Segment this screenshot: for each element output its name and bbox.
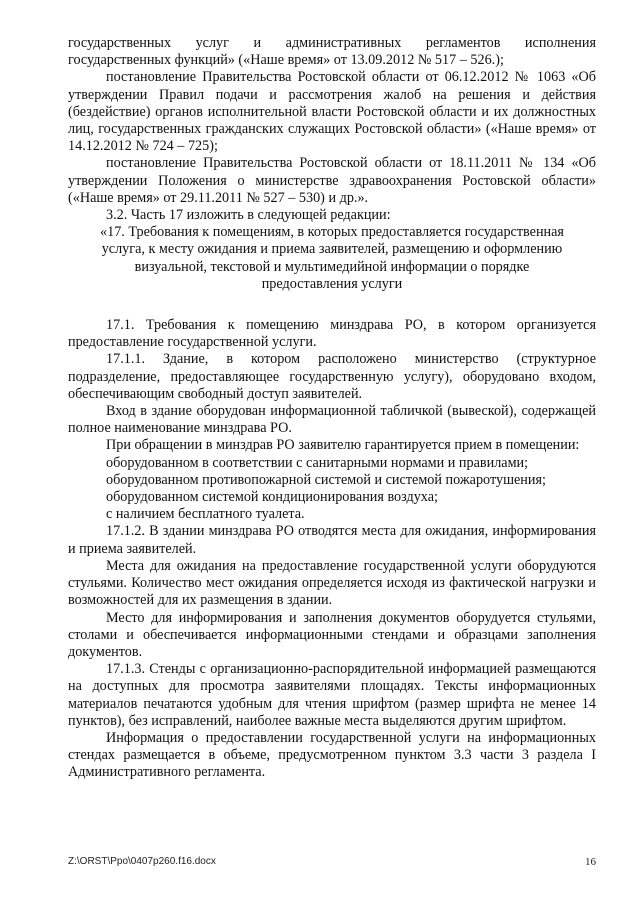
body-paragraph: Информация о предоставлении государственной услуги на информационных стендах размещается в объеме, предусмотренном пунктом 3.3 части 3 раздела I Административного регламента. bbox=[68, 729, 596, 781]
list-item: с наличием бесплатного туалета. bbox=[106, 506, 305, 523]
list-item: оборудованном противопожарной системой и системой пожаротушения; bbox=[106, 471, 546, 488]
body-paragraph: Вход в здание оборудован информационной табличкой (вывеской), содержащей полное наименование минздрава РО. bbox=[68, 403, 596, 437]
file-path: Z:\ORST\Ppo\0407p260.f16.docx bbox=[68, 856, 216, 867]
list-item: оборудованном системой кондиционирования воздуха; bbox=[106, 489, 438, 506]
paragraph-resolution-134: постановление Правительства Ростовской области от 18.11.2011 № 134 «Об утверждении Положения о министерстве здравоохранения Ростовской области» («Наше время» от 29.11.2011 № 527 – 530) и др.». bbox=[68, 155, 596, 206]
body-paragraph: Место для информирования и заполнения документов оборудуется стульями, столами и обеспечивается информационными стендами и образцами заполнения документов. bbox=[68, 609, 596, 660]
paragraph-continuation: государственных услуг и административных регламентов исполнения государственных функций» («Наше время» от 13.09.2012 № 517 – 526.); bbox=[68, 35, 596, 69]
body-paragraph: 17.1.3. Стенды с организационно-распорядительной информацией размещаются на доступных для просмотра заявителями площадях. Тексты информационных материалов печатаются удобным для чтения шрифтом (размер шрифта не менее 14 пунктов), без исправлений, наиболее важные места выделяются другим шрифтом. bbox=[68, 661, 596, 729]
document-page bbox=[68, 35, 596, 782]
paragraph-part-17-intro: 3.2. Часть 17 изложить в следующей редакции: bbox=[106, 207, 391, 224]
section-heading: «17. Требования к помещениям, в которых предоставляется государственная услуга, к месту ожидания и приема заявителей, размещению и оформлению визуальной, текстовой и мультимедийной информации о порядке предоставления услуги bbox=[100, 224, 564, 292]
body-paragraph: Места для ожидания на предоставление государственной услуги оборудуются стульями. Количество мест ожидания определяется исходя из фактической нагрузки и возможностей для их размещения в здании. bbox=[68, 557, 596, 609]
page-number: 16 bbox=[585, 856, 596, 868]
body-paragraph: При обращении в минздрав РО заявителю гарантируется прием в помещении: bbox=[106, 437, 580, 454]
body-paragraph: 17.1.1. Здание, в котором расположено министерство (структурное подразделение, предоставляющее государственную услугу), оборудовано входом, обеспечивающим свободный доступ заявителей. bbox=[68, 351, 596, 402]
list-item: оборудованном в соответствии с санитарными нормами и правилами; bbox=[106, 454, 529, 471]
body-paragraph: 17.1. Требования к помещению минздрава РО, в котором организуется предоставление государственной услуги. bbox=[68, 317, 596, 351]
paragraph-resolution-1063: постановление Правительства Ростовской области от 06.12.2012 № 1063 «Об утверждении Правил подачи и рассмотрения жалоб на решения и действия (бездействие) органов исполнительной власти Ростовской области и их должностных лиц, государственных гражданских служащих Ростовской области» («Наше время» от 14.12.2012 № 724 – 725); bbox=[68, 69, 596, 155]
body-paragraph: 17.1.2. В здании минздрава РО отводятся места для ожидания, информирования и приема заявителей. bbox=[68, 523, 596, 557]
